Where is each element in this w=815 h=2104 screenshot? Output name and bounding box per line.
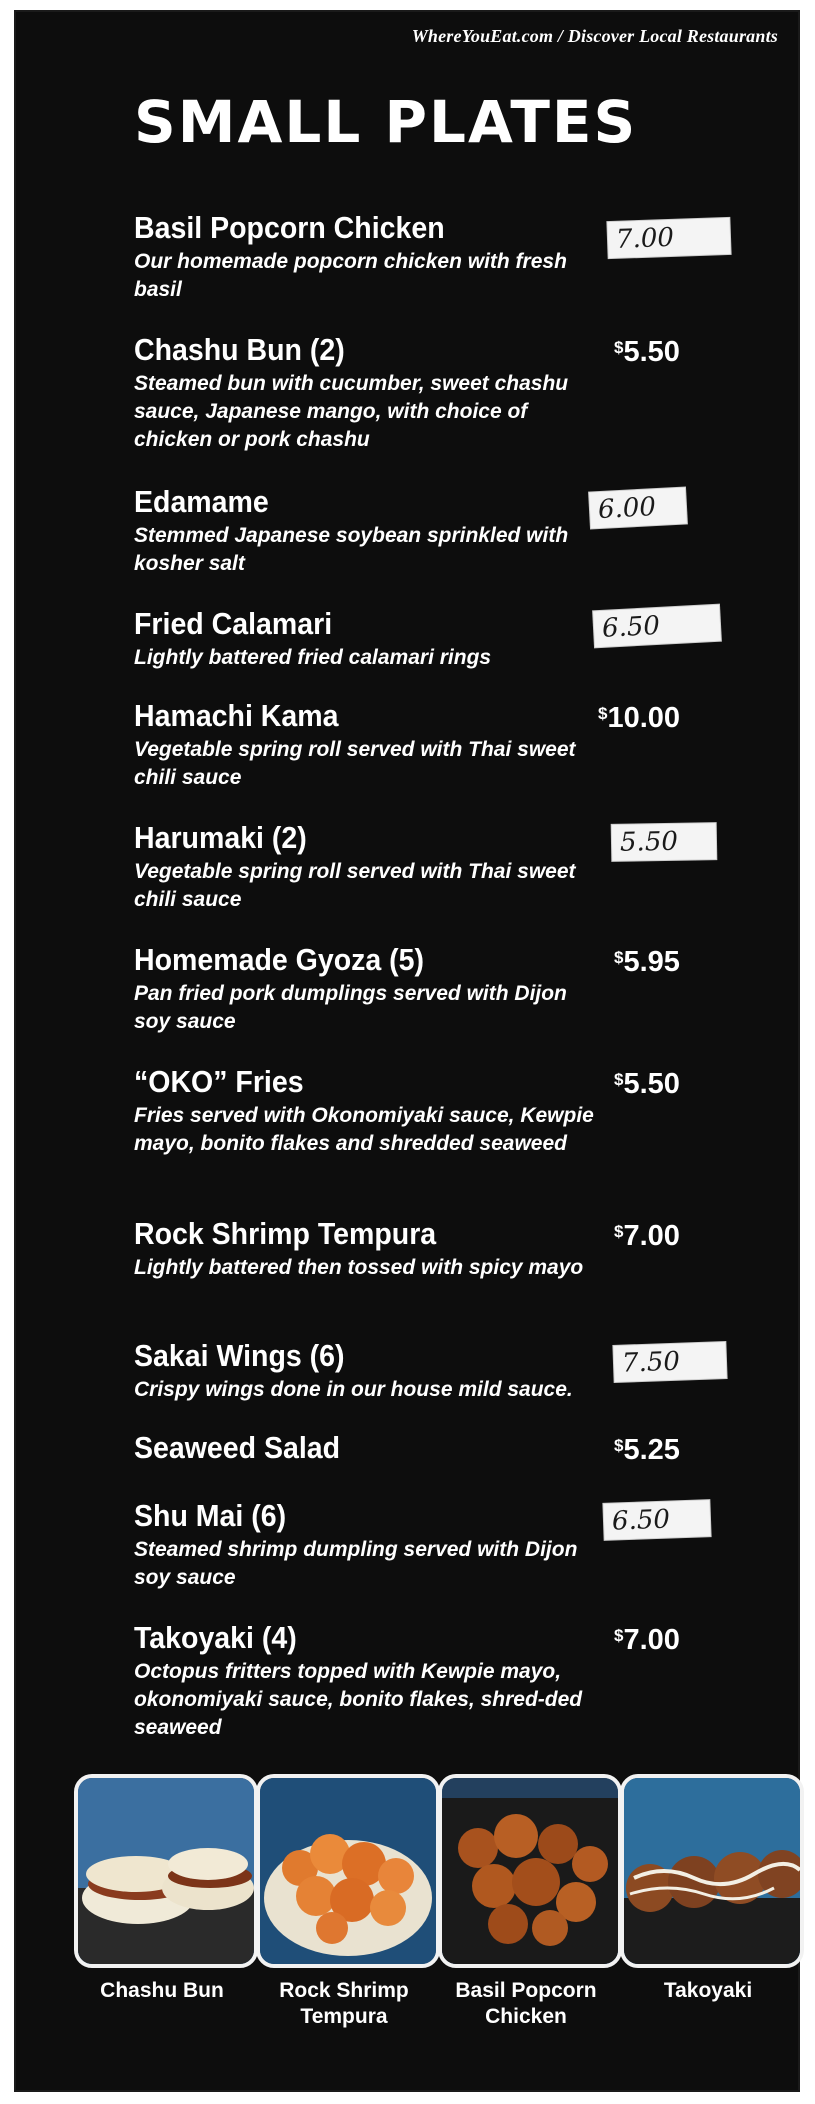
item-description: Steamed bun with cucumber, sweet chashu sauce, Japanese mango, with choice of chicken or pork chashu	[134, 372, 569, 451]
menu-item	[134, 1498, 774, 1592]
item-description: Our homemade popcorn chicken with fresh basil	[134, 250, 567, 301]
item-price: $10.00	[598, 702, 681, 734]
menu-item	[134, 1430, 774, 1466]
handwritten-price-tag: 5.50	[612, 823, 717, 861]
item-description: Crispy wings done in our house mild sauce.	[134, 1378, 573, 1401]
item-description: Lightly battered then tossed with spicy mayo	[134, 1256, 584, 1279]
menu-item	[134, 1338, 774, 1404]
basil-popcorn-chicken-photo	[438, 1774, 622, 1968]
menu-item	[134, 1620, 774, 1742]
photo-caption: Rock Shrimp Tempura	[279, 1979, 409, 2028]
item-name: “OKO” Fries	[134, 1064, 304, 1099]
item-description: Vegetable spring roll served with Thai sweet chili sauce	[134, 860, 576, 911]
menu-item	[134, 606, 774, 672]
item-description: Steamed shrimp dumpling served with Dijon soy sauce	[134, 1538, 578, 1589]
item-name: Shu Mai (6)	[134, 1498, 287, 1533]
item-price: $7.00	[614, 1220, 680, 1252]
item-price: $5.50	[614, 336, 680, 368]
rock-shrimp-tempura-image	[260, 1778, 436, 1964]
item-description: Vegetable spring roll served with Thai sweet chili sauce	[134, 738, 576, 789]
item-name: Edamame	[134, 484, 269, 519]
menu-item	[134, 698, 774, 792]
chashu-bun-photo	[74, 1774, 258, 1968]
takoyaki-image	[624, 1778, 800, 1964]
item-name: Chashu Bun (2)	[134, 332, 345, 367]
photo-caption: Takoyaki	[663, 1979, 753, 2002]
photo-caption: Basil Popcorn Chicken	[455, 1979, 597, 2028]
handwritten-price-tag: 6.50	[603, 1500, 710, 1540]
menu-item	[134, 1064, 774, 1158]
chashu-bun-image	[78, 1778, 254, 1964]
site-watermark: WhereYouEat.com / Discover Local Restaurants	[411, 26, 778, 46]
handwritten-price-tag: 6.50	[593, 605, 721, 648]
handwritten-price-tag: 7.00	[607, 218, 730, 258]
item-price: $5.50	[614, 1068, 680, 1100]
photo-strip	[56, 1774, 796, 2034]
item-description: Octopus fritters topped with Kewpie mayo, okonomiyaki sauce, bonito flakes, shred-ded seaweed	[134, 1660, 583, 1739]
item-description: Stemmed Japanese soybean sprinkled with kosher salt	[134, 524, 569, 575]
menu-item	[134, 820, 774, 914]
item-description: Fries served with Okonomiyaki sauce, Kewpie mayo, bonito flakes and shredded seaweed	[134, 1104, 594, 1155]
item-name: Takoyaki (4)	[134, 1620, 297, 1655]
handwritten-price-tag: 7.50	[613, 1342, 726, 1382]
item-description: Pan fried pork dumplings served with Dijon soy sauce	[134, 982, 567, 1033]
item-name: Rock Shrimp Tempura	[134, 1216, 437, 1251]
item-name: Homemade Gyoza (5)	[134, 942, 425, 977]
item-description: Lightly battered fried calamari rings	[134, 646, 492, 669]
menu-item	[134, 332, 774, 454]
menu-item	[134, 484, 774, 578]
item-price: $7.00	[614, 1624, 680, 1656]
item-name: Hamachi Kama	[134, 698, 339, 733]
handwritten-price-tag: 6.00	[589, 488, 687, 529]
menu-item	[134, 210, 774, 304]
item-price: $5.25	[614, 1434, 680, 1466]
item-name: Seaweed Salad	[134, 1430, 341, 1465]
item-name: Fried Calamari	[134, 606, 333, 641]
item-name: Sakai Wings (6)	[134, 1338, 345, 1373]
takoyaki-photo	[620, 1774, 804, 1968]
menu-item	[134, 942, 774, 1036]
item-name: Basil Popcorn Chicken	[134, 210, 445, 245]
item-name: Harumaki (2)	[134, 820, 307, 855]
basil-popcorn-chicken-image	[442, 1778, 618, 1964]
page-title: SMALL PLATES	[134, 88, 638, 156]
item-price: $5.95	[614, 946, 680, 978]
photo-caption: Chashu Bun	[100, 1979, 224, 2002]
rock-shrimp-tempura-photo	[256, 1774, 440, 1968]
menu-item	[134, 1216, 774, 1282]
